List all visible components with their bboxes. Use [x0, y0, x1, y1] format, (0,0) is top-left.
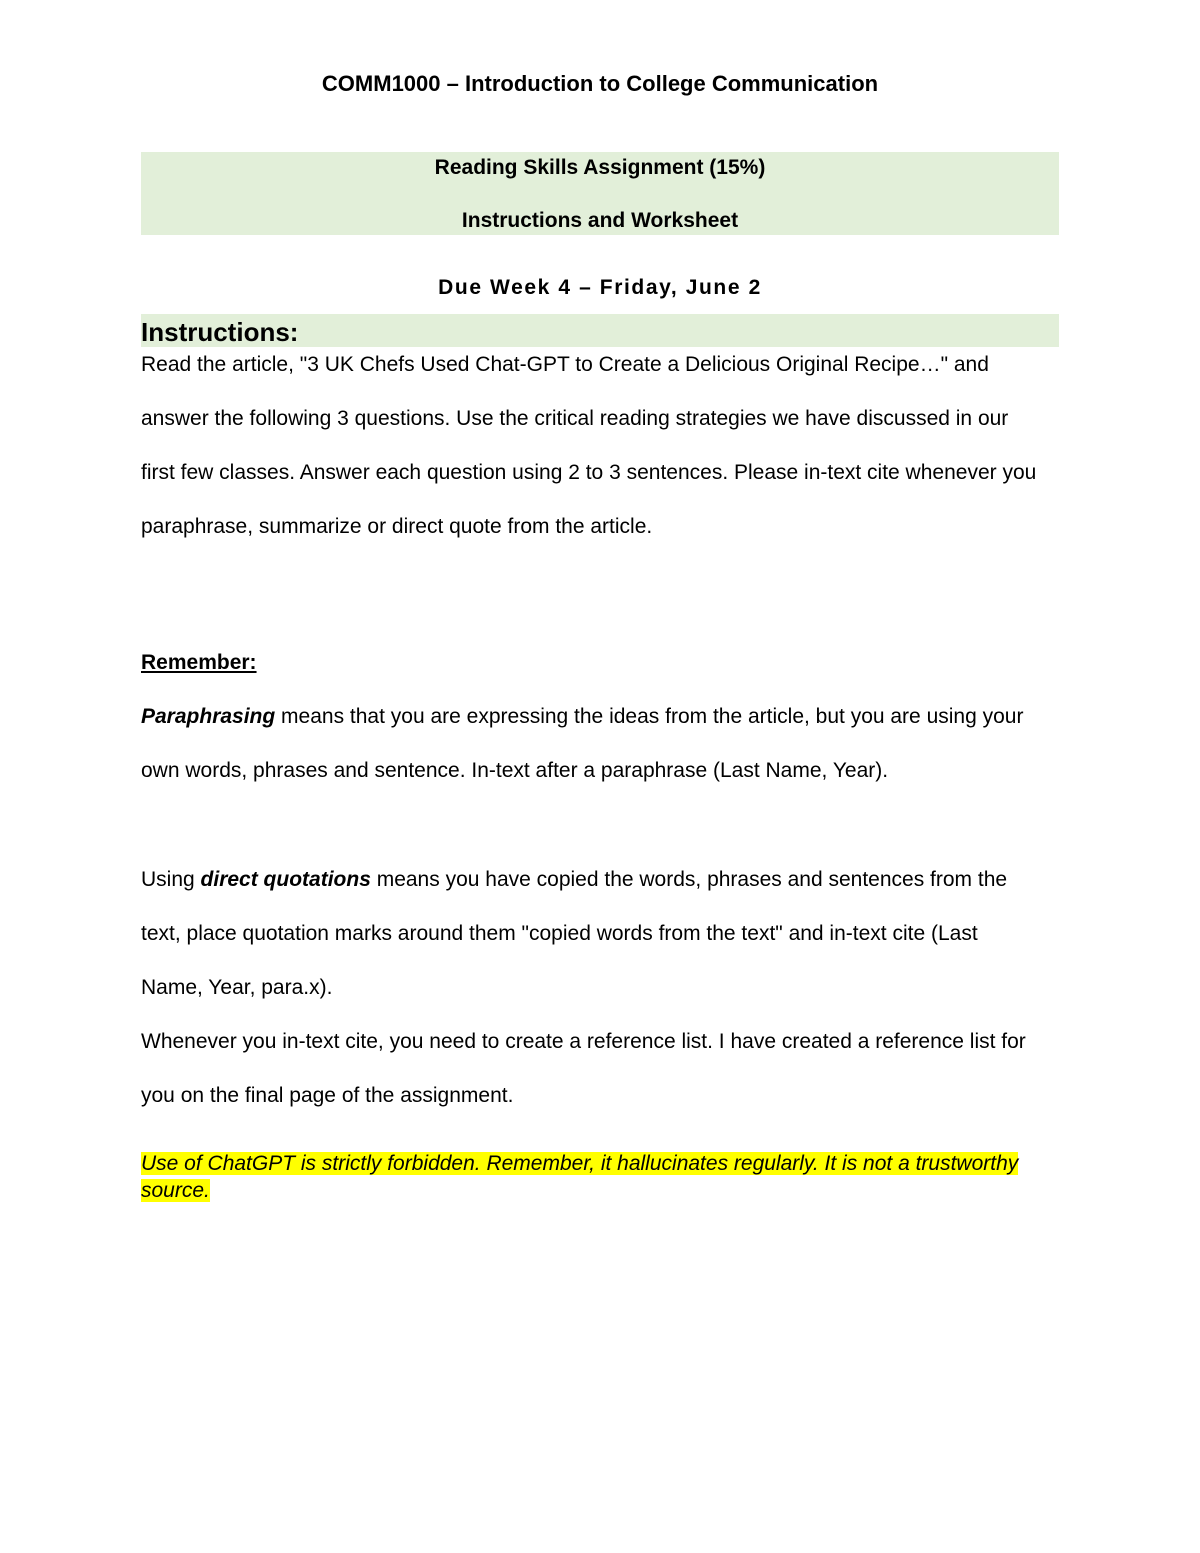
course-title: COMM1000 – Introduction to College Communication — [321, 71, 879, 96]
quotation-text: means you have copied the words, phrases and sentences from the text, place quotation marks around them "copied words from the text" and in-text cite (Last Name, Year, para.x). — [141, 868, 1008, 999]
paraphrasing-paragraph — [141, 690, 1041, 798]
assignment-subtitle: Instructions and Worksheet — [461, 209, 739, 232]
assignment-header — [141, 152, 1059, 235]
instructions-paragraph: Read the article, "3 UK Chefs Used Chat-GPT to Create a Delicious Original Recipe…" and answer the following 3 questions. Use the critical reading strategies we have discussed in our first few classes. Answer each question using 2 to 3 sentences. Please in-text cite whenever you paraphrase, summarize or direct quote from the article. — [141, 353, 1037, 538]
paraphrasing-term: Paraphrasing — [141, 705, 276, 728]
reference-paragraph: Whenever you in-text cite, you need to create a reference list. I have created a reference list for you on the final page of the assignment. — [141, 1030, 1026, 1107]
quotation-prefix: Using — [141, 868, 201, 891]
remember-heading: Remember: — [141, 651, 257, 674]
due-date: Due Week 4 – Friday, June 2 — [438, 276, 762, 299]
paraphrasing-text: means that you are expressing the ideas from the article, but you are using your own words, phrases and sentence. In-text after a paraphrase (Last Name, Year). — [141, 705, 1024, 782]
quotation-term: direct quotations — [200, 868, 371, 891]
assignment-title: Reading Skills Assignment (15%) — [434, 156, 766, 179]
quotation-paragraph — [141, 853, 1041, 1015]
chatgpt-warning — [141, 1150, 1021, 1204]
instructions-heading: Instructions: — [141, 317, 299, 347]
warning-highlight: Use of ChatGPT is strictly forbidden. Remember, it hallucinates regularly. It is not a trustworthy source. — [141, 1152, 1019, 1202]
